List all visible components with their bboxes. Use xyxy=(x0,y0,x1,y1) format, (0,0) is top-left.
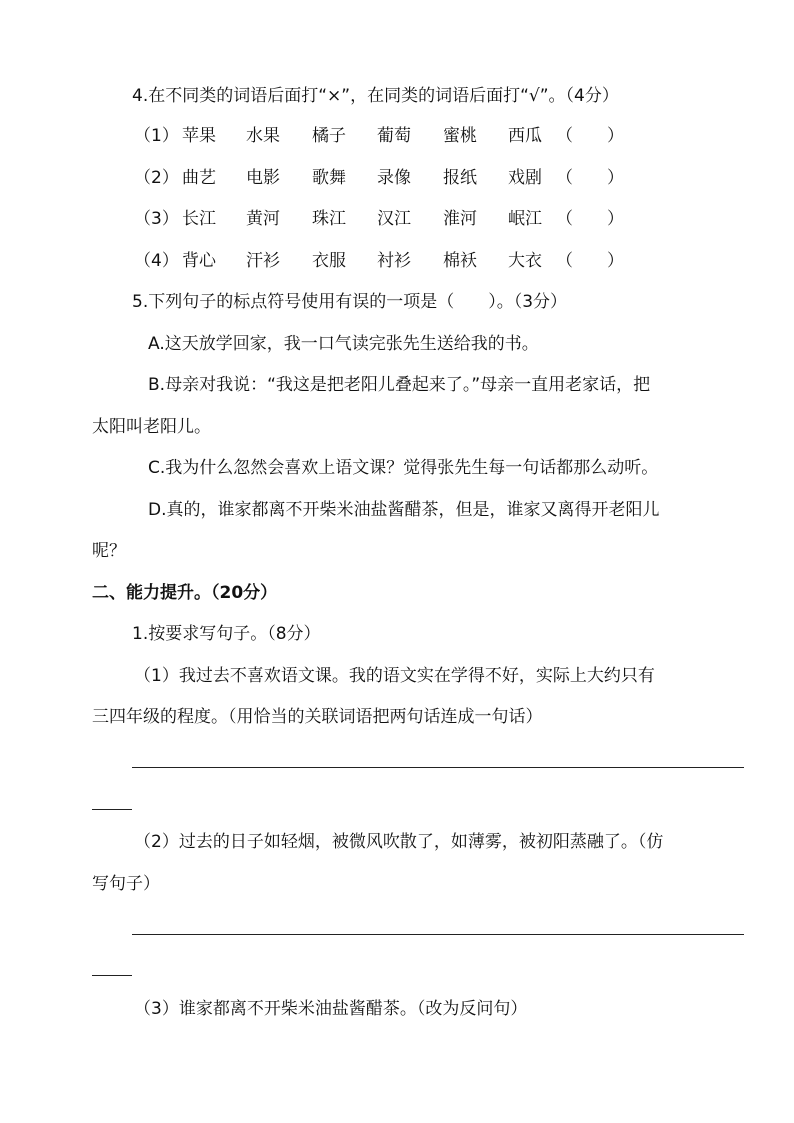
q4-answer-bracket[interactable]: （ ） xyxy=(556,251,624,271)
q5-title: 5.下列句子的标点符号使用有误的一项是（ ）。（3分） xyxy=(132,292,568,312)
q4-word: 衣服 xyxy=(312,251,346,271)
q4-word: 水果 xyxy=(246,126,280,146)
s2-item1-line1: （1）我过去不喜欢语文课。我的语文实在学得不好，实际上大约只有 xyxy=(134,666,655,686)
q5-option-b-line2: 太阳叫老阳儿。 xyxy=(92,417,211,437)
s2-item1-line2: 三四年级的程度。（用恰当的关联词语把两句话连成一句话） xyxy=(92,707,543,727)
answer-line[interactable] xyxy=(132,934,744,935)
s2-item2-line1: （2）过去的日子如轻烟，被微风吹散了，如薄雾，被初阳蒸融了。（仿 xyxy=(134,832,664,852)
q4-word: 黄河 xyxy=(246,209,280,229)
q4-word: 电影 xyxy=(246,168,280,188)
s2-q1-title: 1.按要求写句子。（8分） xyxy=(132,624,321,644)
q5-option-a: A.这天放学回家，我一口气读完张先生送给我的书。 xyxy=(148,334,539,354)
q4-word: 蜜桃 xyxy=(443,126,477,146)
q5-option-d-line1: D.真的，谁家都离不开柴米油盐酱醋茶，但是，谁家又离得开老阳儿 xyxy=(148,500,660,520)
section-heading: 二、能力提升。（20分） xyxy=(92,583,278,603)
q4-answer-bracket[interactable]: （ ） xyxy=(556,126,624,146)
q4-word: 背心 xyxy=(182,251,216,271)
q5-option-c: C.我为什么忽然会喜欢上语文课？觉得张先生每一句话都那么动听。 xyxy=(148,458,659,478)
q4-word: 汗衫 xyxy=(246,251,280,271)
s2-item2-line2: 写句子） xyxy=(92,874,160,894)
answer-line-tail[interactable] xyxy=(92,975,132,976)
q4-answer-bracket[interactable]: （ ） xyxy=(556,209,624,229)
answer-line[interactable] xyxy=(132,767,744,768)
q4-row-number: （1） xyxy=(134,126,179,146)
q4-word: 戏剧 xyxy=(508,168,542,188)
q4-title: 4.在不同类的词语后面打“×”，在同类的词语后面打“√”。（4分） xyxy=(132,86,619,106)
q4-word: 汉江 xyxy=(377,209,411,229)
q4-row-number: （4） xyxy=(134,251,179,271)
q4-word: 珠江 xyxy=(312,209,346,229)
q4-word: 岷江 xyxy=(508,209,542,229)
q4-word: 西瓜 xyxy=(508,126,542,146)
q4-row-number: （2） xyxy=(134,168,179,188)
q4-word: 衬衫 xyxy=(377,251,411,271)
s2-item3-line1: （3）谁家都离不开柴米油盐酱醋茶。（改为反问句） xyxy=(134,999,528,1019)
q5-option-b-line1: B.母亲对我说：“我这是把老阳儿叠起来了。”母亲一直用老家话，把 xyxy=(148,375,651,395)
q4-word: 葡萄 xyxy=(377,126,411,146)
q4-word: 报纸 xyxy=(443,168,477,188)
q4-word: 棉袄 xyxy=(443,251,477,271)
answer-line-tail[interactable] xyxy=(92,809,132,810)
q4-word: 橘子 xyxy=(312,126,346,146)
q4-word: 长江 xyxy=(182,209,216,229)
q4-word: 歌舞 xyxy=(312,168,346,188)
q4-word: 大衣 xyxy=(508,251,542,271)
q4-word: 淮河 xyxy=(443,209,477,229)
q4-answer-bracket[interactable]: （ ） xyxy=(556,168,624,188)
q4-word: 曲艺 xyxy=(182,168,216,188)
q4-word: 录像 xyxy=(377,168,411,188)
q4-row-number: （3） xyxy=(134,209,179,229)
q4-word: 苹果 xyxy=(182,126,216,146)
q5-option-d-line2: 呢？ xyxy=(92,541,126,561)
